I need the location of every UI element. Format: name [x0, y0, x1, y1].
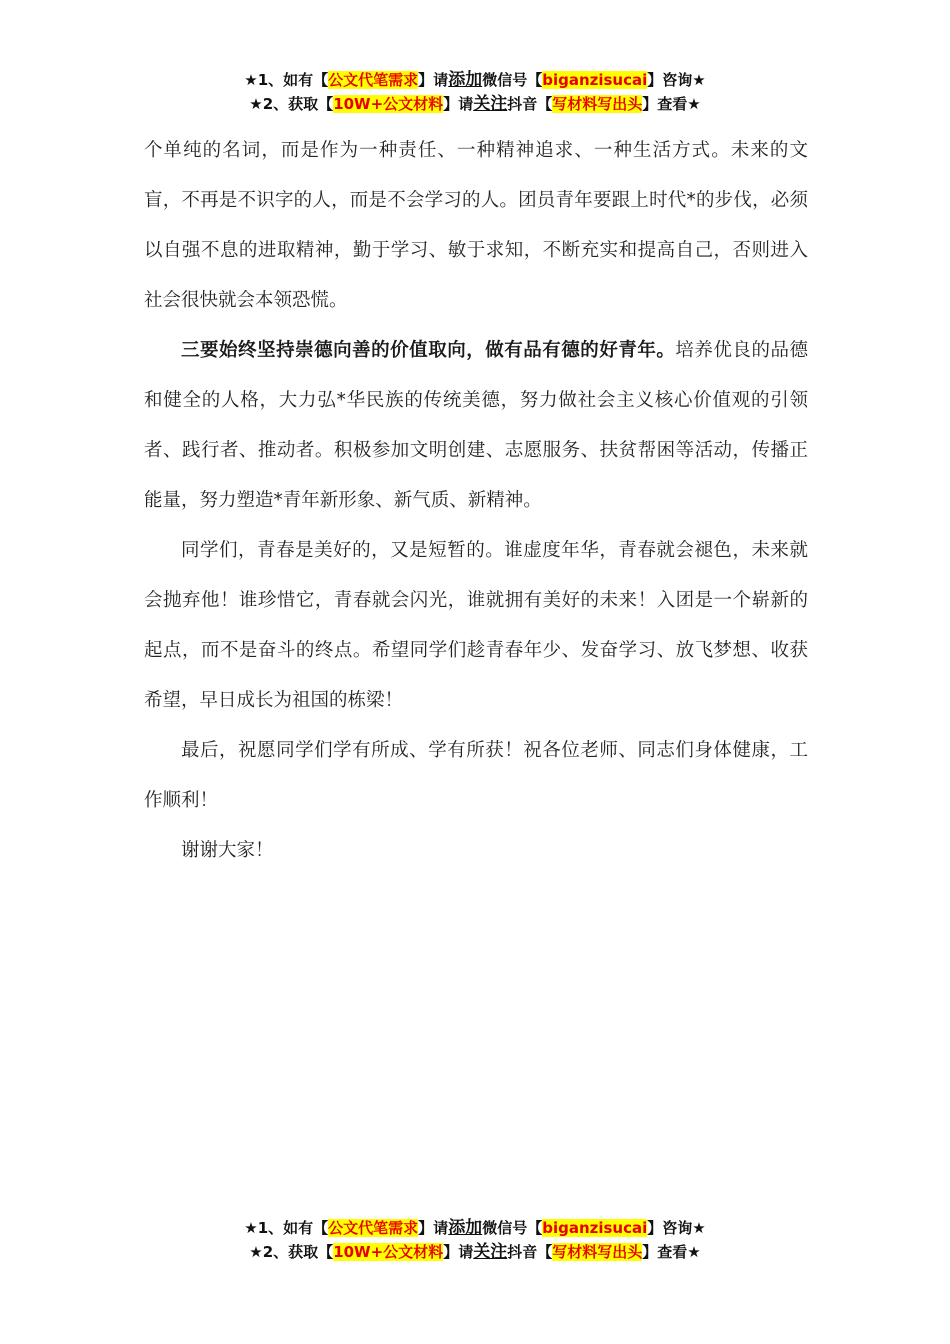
banner-text: 】查看★ — [642, 1243, 701, 1261]
banner-text: ★2、获取【 — [249, 1243, 334, 1261]
paragraph-heading: 三要始终坚持崇德向善的价值取向，做有品有德的好青年。 — [181, 340, 676, 361]
document-body — [144, 126, 808, 876]
banner-highlight: biganzisucai — [542, 1219, 648, 1237]
banner-text: 抖音【 — [507, 1243, 553, 1261]
banner-text: 抖音【 — [507, 95, 553, 113]
banner-highlight: biganzisucai — [542, 71, 648, 89]
banner-text: 】查看★ — [642, 95, 701, 113]
banner-text: 】咨询★ — [647, 71, 706, 89]
banner-line-1 — [0, 68, 950, 92]
banner-text: 】请 — [443, 1243, 474, 1261]
banner-underline: 添加 — [448, 1218, 483, 1238]
banner-underline: 关注 — [473, 94, 508, 114]
banner-highlight: 公文代笔需求 — [328, 71, 419, 89]
banner-line-1 — [0, 1216, 950, 1240]
banner-line-2 — [0, 1240, 950, 1264]
banner-highlight: 公文代笔需求 — [328, 1219, 419, 1237]
banner-text: ★2、获取【 — [249, 95, 334, 113]
paragraph — [144, 326, 808, 526]
banner-underline: 添加 — [448, 70, 483, 90]
paragraph-text: 培养优良的品德和健全的人格，大力弘*华民族的传统美德，努力做社会主义核心价值观的引领者、践行者、推动者。积极参加文明创建、志愿服务、扶贫帮困等活动，传播正能量，努力塑造*青年新形象、新气质、新精神。 — [144, 340, 808, 511]
banner-text: 微信号【 — [482, 1219, 543, 1237]
paragraph: 个单纯的名词，而是作为一种责任、一种精神追求、一种生活方式。未来的文盲，不再是不识字的人，而是不会学习的人。团员青年要跟上时代*的步伐，必须以自强不息的进取精神，勤于学习、敏于求知，不断充实和提高自己，否则进入社会很快就会本领恐慌。 — [144, 140, 808, 311]
footer-banner — [0, 1216, 950, 1264]
banner-highlight: 写材料写出头 — [552, 95, 643, 113]
banner-text: 微信号【 — [482, 71, 543, 89]
banner-highlight: 写材料写出头 — [552, 1243, 643, 1261]
banner-text: 】请 — [418, 1219, 449, 1237]
paragraph: 最后，祝愿同学们学有所成、学有所获！祝各位老师、同志们身体健康，工作顺利！ — [144, 740, 808, 811]
paragraph: 同学们，青春是美好的，又是短暂的。谁虚度年华，青春就会褪色，未来就会抛弃他！谁珍惜它，青春就会闪光，谁就拥有美好的未来！入团是一个崭新的起点，而不是奋斗的终点。希望同学们趁青春年少、发奋学习、放飞梦想、收获希望，早日成长为祖国的栋梁！ — [144, 540, 808, 711]
closing-line: 谢谢大家！ — [181, 840, 274, 861]
banner-highlight: 10W+公文材料 — [333, 1243, 444, 1261]
banner-text: 】咨询★ — [647, 1219, 706, 1237]
banner-underline: 关注 — [473, 1242, 508, 1262]
header-banner — [0, 68, 950, 116]
banner-text: ★1、如有【 — [244, 1219, 329, 1237]
banner-text: 】请 — [418, 71, 449, 89]
banner-text: 】请 — [443, 95, 474, 113]
banner-line-2 — [0, 92, 950, 116]
banner-text: ★1、如有【 — [244, 71, 329, 89]
banner-highlight: 10W+公文材料 — [333, 95, 444, 113]
